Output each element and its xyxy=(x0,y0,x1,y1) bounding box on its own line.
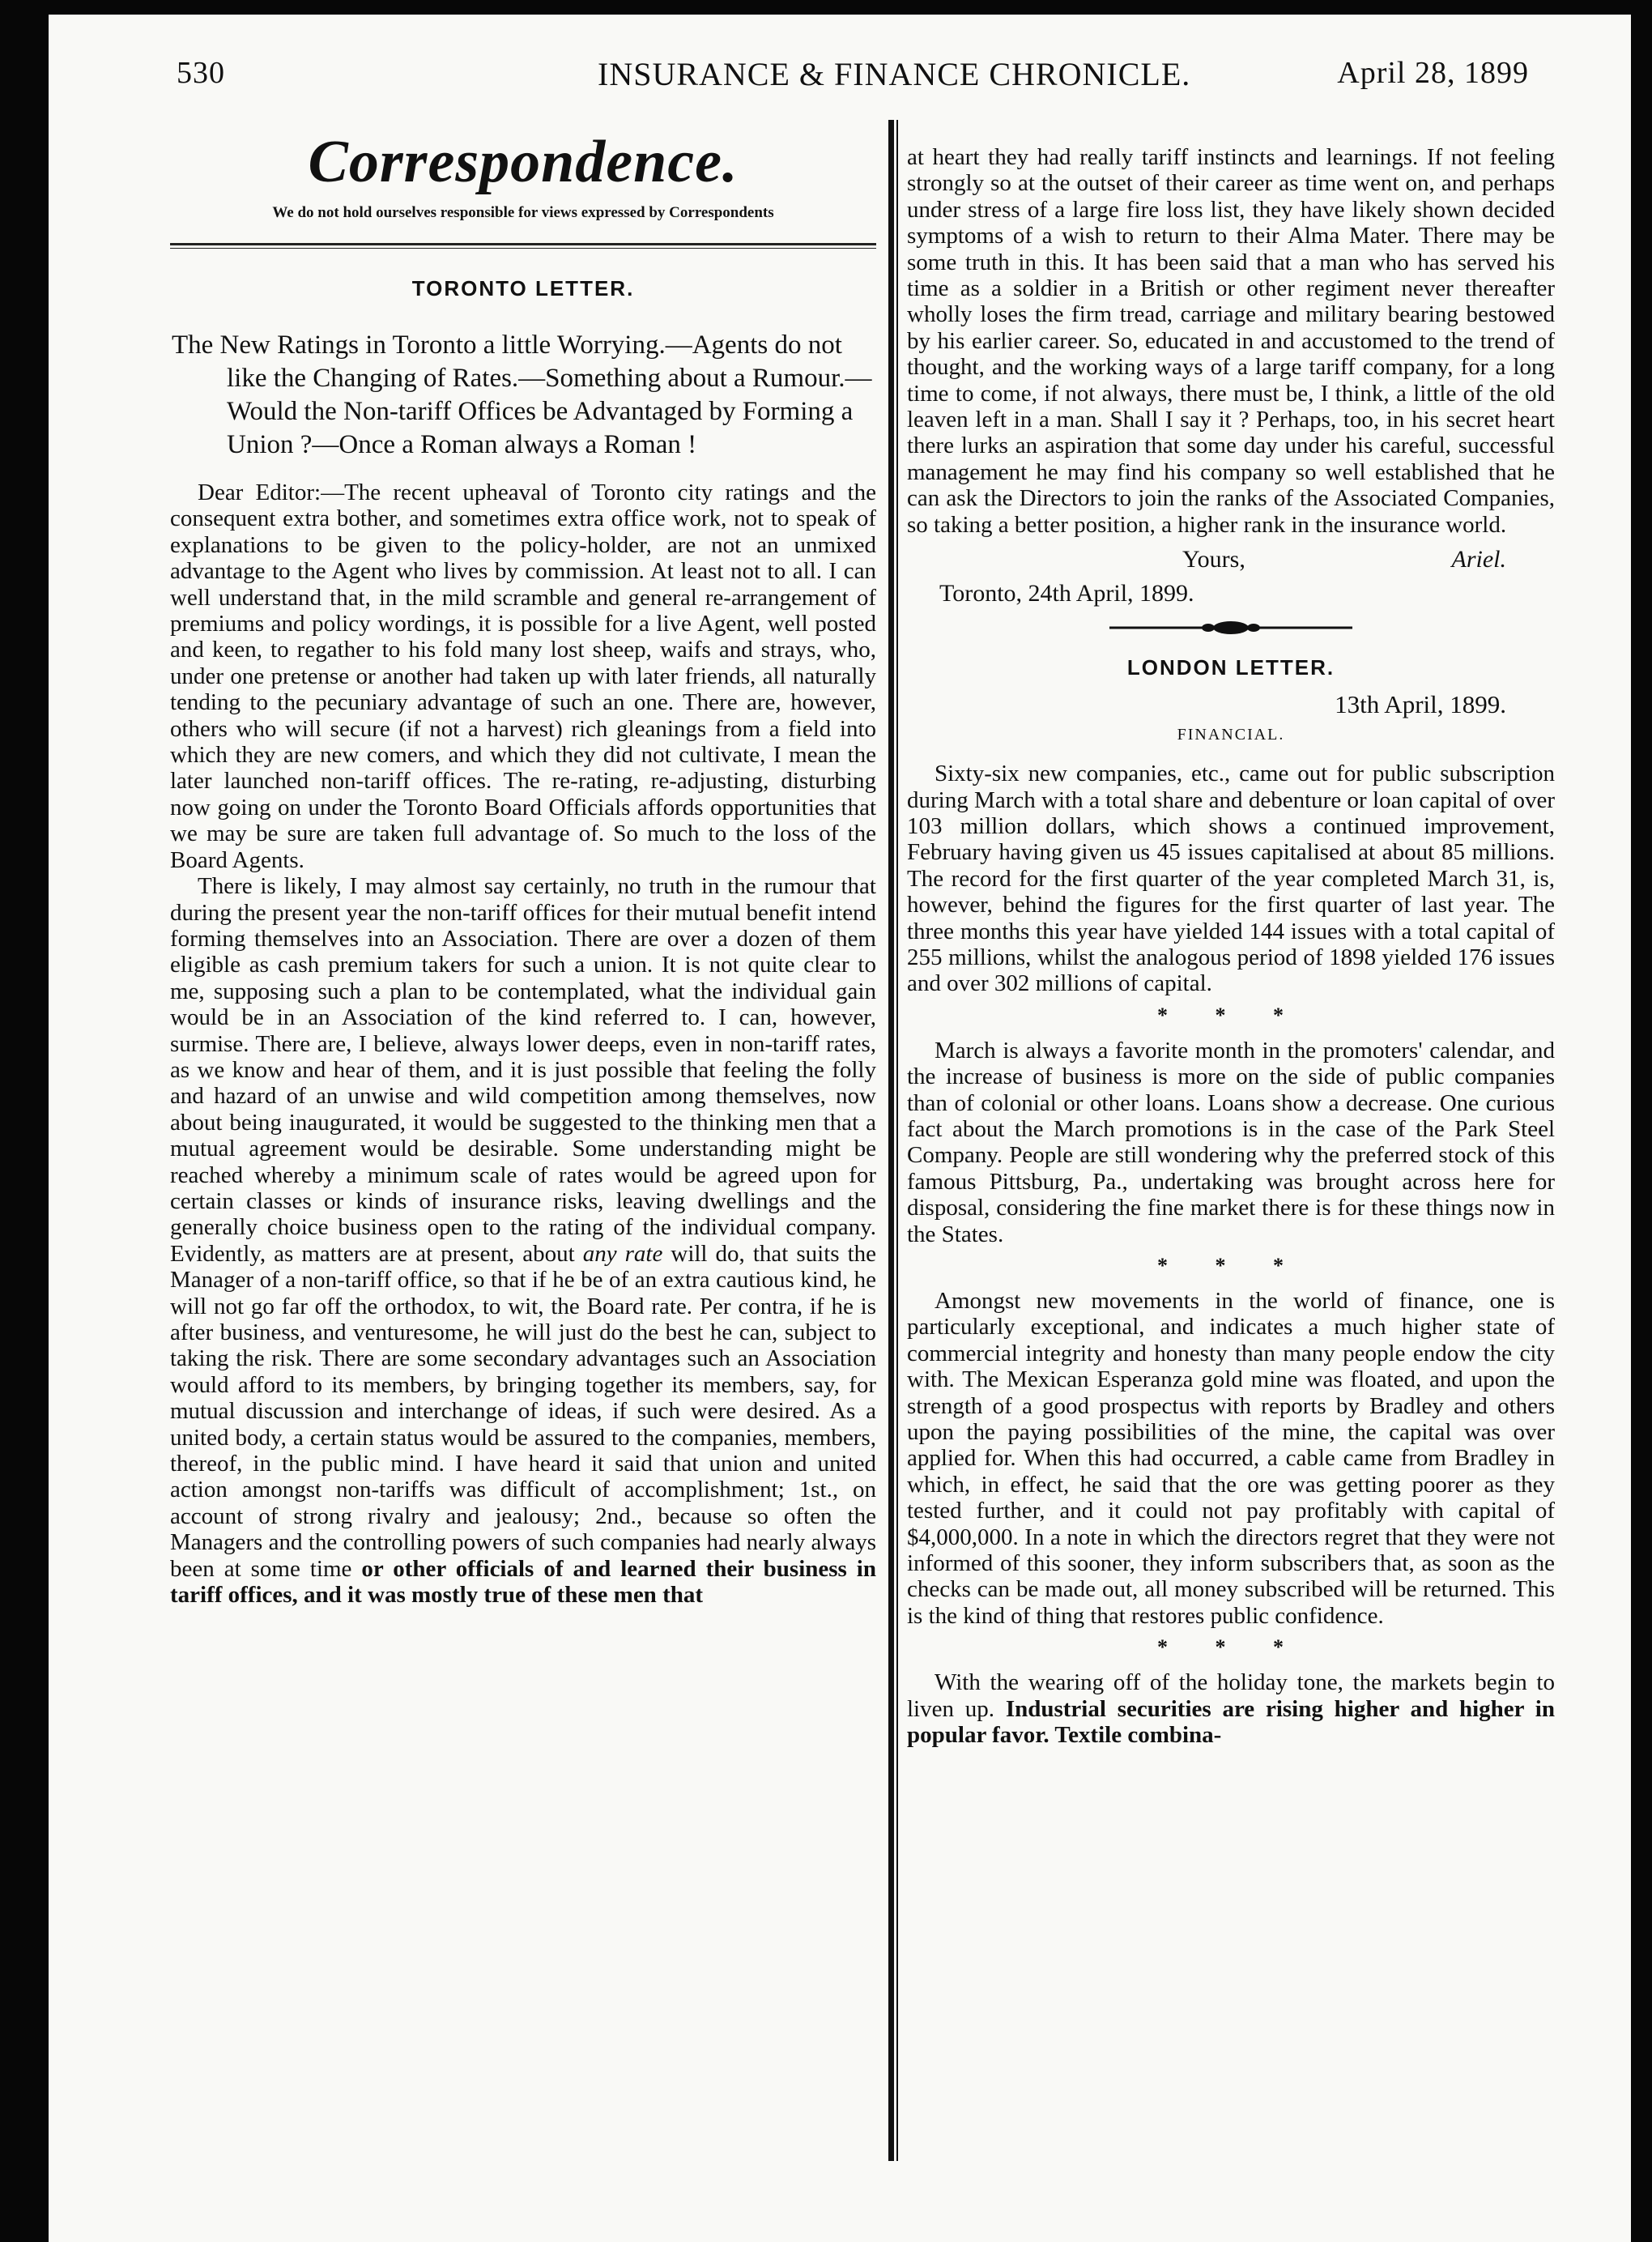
london-paragraph-4 xyxy=(907,1669,1555,1748)
paragraph-text: There is likely, I may almost say certainly, no truth in the rumour that during the present year the non-tariff offices for their mutual benefit intend forming themselves into an Association. There are over a dozen of them eligible as cash premium takers for such a union. It is not quite clear to me, supposing such a plan to be contemplated, what the individual gain would be in an Association of the kind referred to. I can, however, surmise. There are, I believe, always lower deeps, even in non-tariff rates, as we know and hear of them, and it is just possible that feeling the folly and hazard of an unwise and wild competition among themselves, now about being inaugurated, it would be suggested to the thinking men that a mutual agreement would be desirable. Some understanding might be reached whereby a minimum scale of rates would be agreed upon for certain classes or kinds of insurance risks, leaving dwellings and the generally choice business open to the rating of the individual company. Evidently, as matters are at present, about xyxy=(170,873,876,1267)
disclaimer: We do not hold ourselves responsible for views expressed by Correspondents xyxy=(272,204,774,221)
column-rule-thin xyxy=(896,120,898,2161)
issue-date: April 28, 1899 xyxy=(1337,56,1529,90)
bold-text: or other officials of and learned their business in tariff offices, and it was mostly true of these men that xyxy=(170,1555,876,1609)
divider xyxy=(170,243,876,245)
ornament-divider xyxy=(907,619,1555,641)
london-letter-title: LONDON LETTER. xyxy=(1126,655,1335,680)
divider-thin xyxy=(170,248,876,249)
journal-title: INSURANCE & FINANCE CHRONICLE. xyxy=(598,56,1191,92)
signature-line xyxy=(907,544,1555,580)
london-paragraph-2: March is always a favorite month in the promoters' calendar, and the increase of business is more on the side of public companies than of colonial or other loans. Loans show a decrease. One curious fact about the March promotions is in the case of the Park Steel Company. People are still wondering why the preferred stock of this famous Pittsburg, Pa., undertaking was brought across here for disposal, considering the fine market there is for these things now in the States. xyxy=(907,1037,1555,1247)
london-paragraph-3: Amongst new movements in the world of finance, one is particularly exceptional, and indicates a much higher state of commercial integrity and honesty than many people endow the city with. The Mexican Esperanza gold mine was floated, and upon the strength of a good prospectus with reports by Bradley and others upon the paying possibilities of the mine, the capital was over applied for. When this had occurred, a cable came from Bradley in which, in effect, he said that the ore was getting poorer as they tested further, and it could not pay profitably with capital of $4,000,000. In a note in which the directors regret that they were not informed of this sooner, they inform subscribers that, as soon as the checks can be made out, all money subscribed will be returned. This is the kind of thing that restores public confidence. xyxy=(907,1288,1555,1629)
page-number: 530 xyxy=(177,56,225,90)
paragraph-text: With the wearing off of the holiday tone, the markets begin to liven up. xyxy=(907,1669,1555,1722)
italic-phrase: any rate xyxy=(582,1240,663,1267)
star-separator: * * * xyxy=(1157,1635,1305,1660)
left-column xyxy=(170,128,876,1608)
running-header xyxy=(177,55,1529,104)
paragraph-text: will do, that suits the Manager of a non-tariff office, so that if he be of an extra cautious kind, he will not go far off the orthodox, to wit, the Board rate. Per contra, if he is after business, and venturesome, he will just do the best he can, subject to taking the risk. There are some secondary advantages such an Association would afford to its members, by bringing together its members, say, for mutual discussion and interchange of ideas, if such were desired. As a united body, a certain status would be assured to the companies, members, thereof, in the public mind. I have heard it said that union and united action amongst non-tariffs was difficult of accomplishment; 1st., on account of strong rivalry and jealousy; 2nd., because so often the Managers and the controlling powers of such companies had nearly always been at some time xyxy=(170,1240,877,1582)
london-paragraph-1: Sixty-six new companies, etc., came out for public subscription during March with a total share and debenture or loan capital of over 103 million dollars, which shows a continued improvement, February having given us 45 issues capitalised at about 85 millions. The record for the first quarter of the year completed March 31, is, however, behind the figures for the first quarter of last year. The three months this year have yielded 144 issues with a total capital of 255 millions, whilst the analogous period of 1898 yielded 176 issues and over 302 millions of capital. xyxy=(907,761,1555,997)
london-letter-date: 13th April, 1899. xyxy=(1335,690,1506,719)
right-column xyxy=(907,144,1555,1749)
toronto-letter-summary: The New Ratings in Toronto a little Worrying.—Agents do not like the Changing of Rates.—Something about a Rumour.—Would the Non-tariff Offices be Advantaged by Forming a Union ?—Once a Roman always a Roman ! xyxy=(172,330,872,459)
london-subheading: FINANCIAL. xyxy=(1177,726,1285,744)
section-heading: Correspondence. xyxy=(308,129,739,195)
star-separator: * * * xyxy=(1157,1254,1305,1277)
bold-text: Industrial securities are rising higher and higher in popular favor. Textile combina- xyxy=(907,1695,1555,1749)
toronto-letter-title: TORONTO LETTER. xyxy=(411,276,635,300)
star-separator: * * * xyxy=(1157,1003,1305,1027)
toronto-paragraph-2 xyxy=(170,873,876,1608)
newspaper-page xyxy=(49,15,1631,2242)
toronto-paragraph-3: at heart they had really tariff instincts and learnings. If not feeling strongly so at the outset of their career as time went on, and perhaps under stress of a large fire loss list, they have likely shown decided symptoms of a wish to return to their Alma Mater. There may be some truth in this. It has been said that a man who has served his time as a soldier in a British or other regiment never thereafter wholly loses the firm tread, carriage and military bearing bestowed by his earlier career. So, educated in and accustomed to the trend of thought, and the working ways of a large tariff company, for a long time to come, if not always, there must be, I think, a little of the old leaven left in a man. Shall I say it ? Perhaps, too, in his secret heart there lurks an aspiration that some day under his careful, successful management he may find his company so well established that he can ask the Directors to join the ranks of the Associated Companies, so taking a better position, a higher rank in the insurance world. xyxy=(907,144,1555,538)
toronto-paragraph-1: Dear Editor:—The recent upheaval of Toronto city ratings and the consequent extra bother, and sometimes extra office work, not to speak of explanations to be given to the policy-holder, are not an unmixed advantage to the Agent who lives by commission. At least not to all. I can well understand that, in the mild scramble and general re-arrangement of premiums and policy wordings, it is possible for a live Agent, well posted and keen, to regather to his fold many lost sheep, waifs and strays, who, under one pretense or another had taken up with later friends, all naturally tending to the pecuniary advantage of such an one. There are, however, others who will secure (if not a harvest) rich gleanings from a field into which they are new comers, and which they did not cultivate, I mean the later launched non-tariff offices. The re-rating, re-adjusting, disturbing now going on under the Toronto Board Officials affords opportunities that we may be sure are taken full advantage of. So much to the loss of the Board Agents. xyxy=(170,480,876,873)
place-date: Toronto, 24th April, 1899. xyxy=(939,580,1194,607)
closing: Yours, xyxy=(1182,546,1245,573)
signature: Ariel. xyxy=(1451,546,1506,573)
column-rule xyxy=(888,120,894,2161)
